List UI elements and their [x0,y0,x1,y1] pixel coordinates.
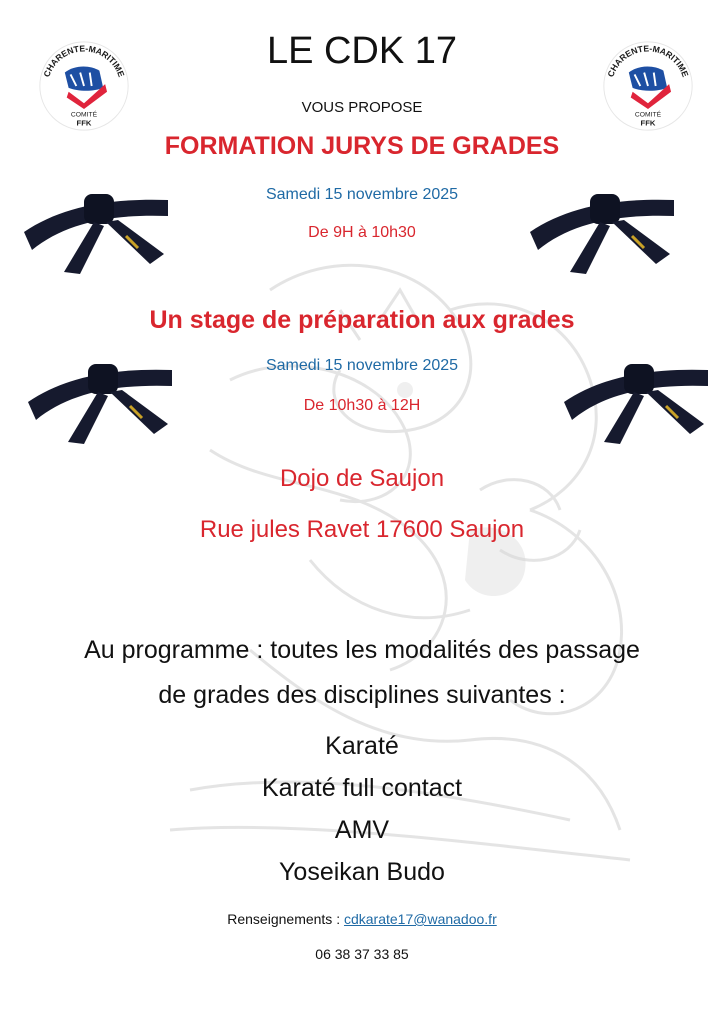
programme-line1: Au programme : toutes les modalités des passage [84,636,640,664]
discipline-item: AMV [334,816,390,844]
contact-label: Renseignements : [227,911,341,927]
svg-text:CHARENTE-MARITIME: CHARENTE-MARITIME [605,43,691,79]
stage-heading: Un stage de préparation aux grades [149,306,575,334]
subtitle: VOUS PROPOSE [301,99,423,116]
svg-text:COMITÉ: COMITÉ [70,111,98,119]
svg-text:FFK: FFK [76,118,92,128]
stage-time: De 10h30 à 12H [303,397,421,414]
venue-address: Rue jules Ravet 17600 Saujon [199,516,525,543]
contact-email-link[interactable]: cdkarate17@wanadoo.fr [343,911,497,927]
contact-phone: 06 38 37 33 85 [315,946,409,962]
formation-heading: FORMATION JURYS DE GRADES [164,132,560,160]
svg-text:FFK: FFK [640,118,656,128]
discipline-item: Yoseikan Budo [279,858,445,886]
svg-text:CHARENTE-MARITIME: CHARENTE-MARITIME [41,43,127,79]
session1-date: Samedi 15 novembre 2025 [265,186,459,203]
programme-line2: de grades des disciplines suivantes : [158,681,566,709]
discipline-item: Karaté [325,732,399,760]
venue-name: Dojo de Saujon [279,465,445,492]
discipline-item: Karaté full contact [261,774,463,802]
contact-line [0,911,724,927]
stage-date: Samedi 15 novembre 2025 [265,357,459,374]
session1-time: De 9H à 10h30 [308,224,416,241]
svg-text:COMITÉ: COMITÉ [634,111,662,119]
page-title: LE CDK 17 [266,30,458,72]
